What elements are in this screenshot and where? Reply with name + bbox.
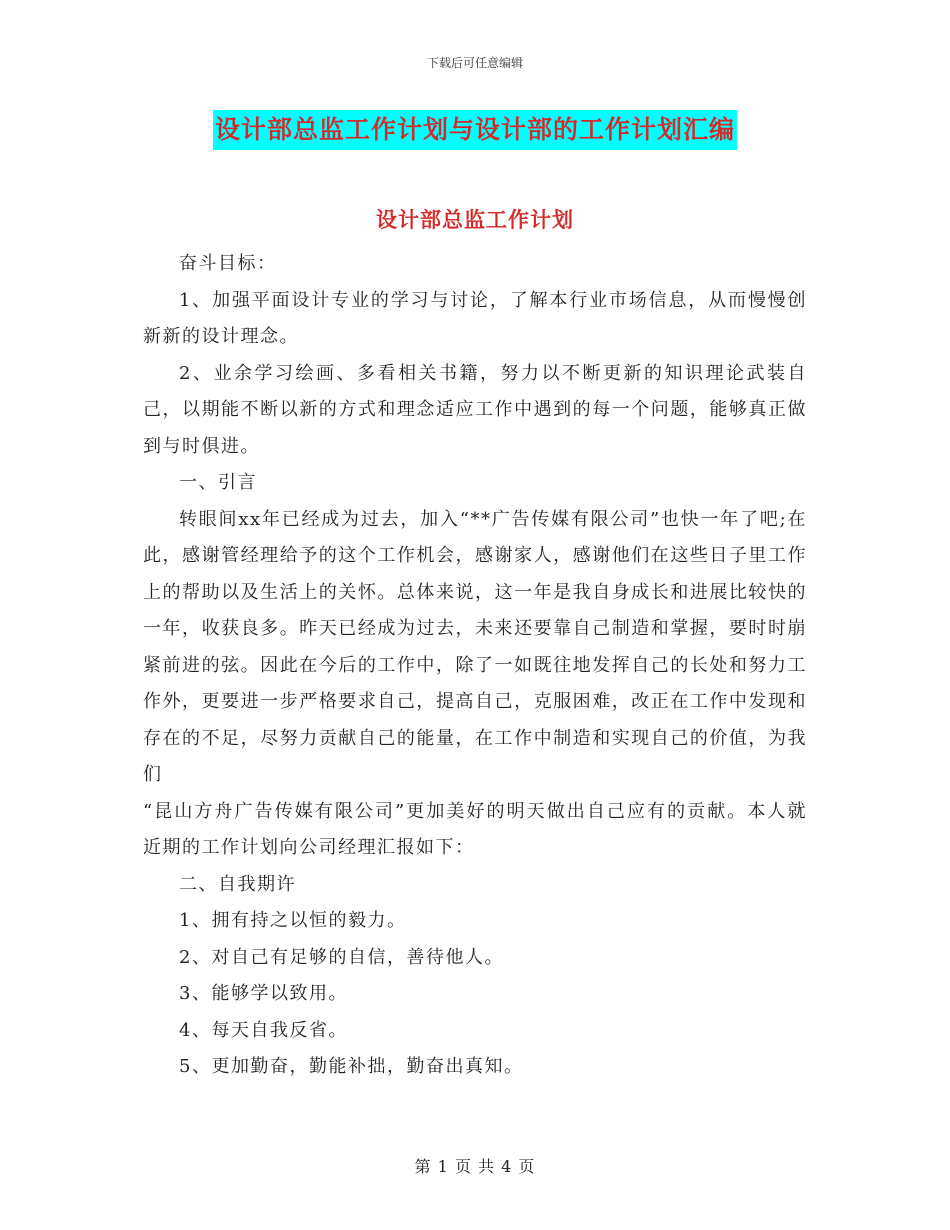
paragraph-self-2: 2、对自己有足够的自信，善待他人。 (179, 946, 504, 968)
document-title: 设计部总监工作计划与设计部的工作计划汇编 (213, 110, 737, 150)
paragraph-self-1: 1、拥有持之以恒的毅力。 (179, 910, 407, 931)
paragraph-intro-body: 转眼间xx年已经成为过去，加入“**广告传媒有限公司”也快一年了吧;在此，感谢管经理给予的这个工作机会，感谢家人，感谢他们在这些日子里工作上的帮助以及生活上的关怀。总体来说，这一年是我自身成长和进展比较快的一年，收获良多。昨天已经成为过去，未来还要靠自己制造和掌握，要时时崩紧前进的弦。因此在今后的工作中，除了一如既往地发挥自己的长处和努力工作外，更要进一步严格要求自己，提高自己，克服困难，改正在工作中发现和存在的不足，尽努力贡献自己的能量，在工作中制造和实现自己的价值，为我们 (143, 508, 807, 785)
paragraph-self-5: 5、更加勤奋，勤能补拙，勤奋出真知。 (179, 1056, 524, 1077)
paragraph-intro-heading: 一、引言 (179, 472, 257, 493)
paragraph-self-4: 4、每天自我反省。 (179, 1019, 348, 1041)
page-number-footer: 第 1 页 共 4 页 (414, 1157, 536, 1176)
paragraph-goal-2: 2、业余学习绘画、多看相关书籍，努力以不断更新的知识理论武装自己，以期能不断以新的方式和理念适应工作中遇到的每一个问题，能够真正做到与时俱进。 (143, 362, 807, 457)
paragraph-self-heading: 二、自我期许 (179, 873, 296, 895)
page-header-note: 下载后可任意编辑 (426, 56, 523, 70)
paragraph-goal-1: 1、加强平面设计专业的学习与讨论，了解本行业市场信息，从而慢慢创新新的设计理念。 (143, 289, 807, 347)
section-title: 设计部总监工作计划 (376, 207, 574, 232)
paragraph-self-3: 3、能够学以致用。 (179, 983, 348, 1004)
paragraph-goal-heading: 奋斗目标： (179, 253, 277, 274)
document-title-wrap (0, 110, 950, 150)
paragraph-intro-body-cont: “昆山方舟广告传媒有限公司”更加美好的明天做出自己应有的贡献。本人就近期的工作计划向公司经理汇报如下： (143, 800, 807, 858)
document-body (143, 246, 807, 1086)
